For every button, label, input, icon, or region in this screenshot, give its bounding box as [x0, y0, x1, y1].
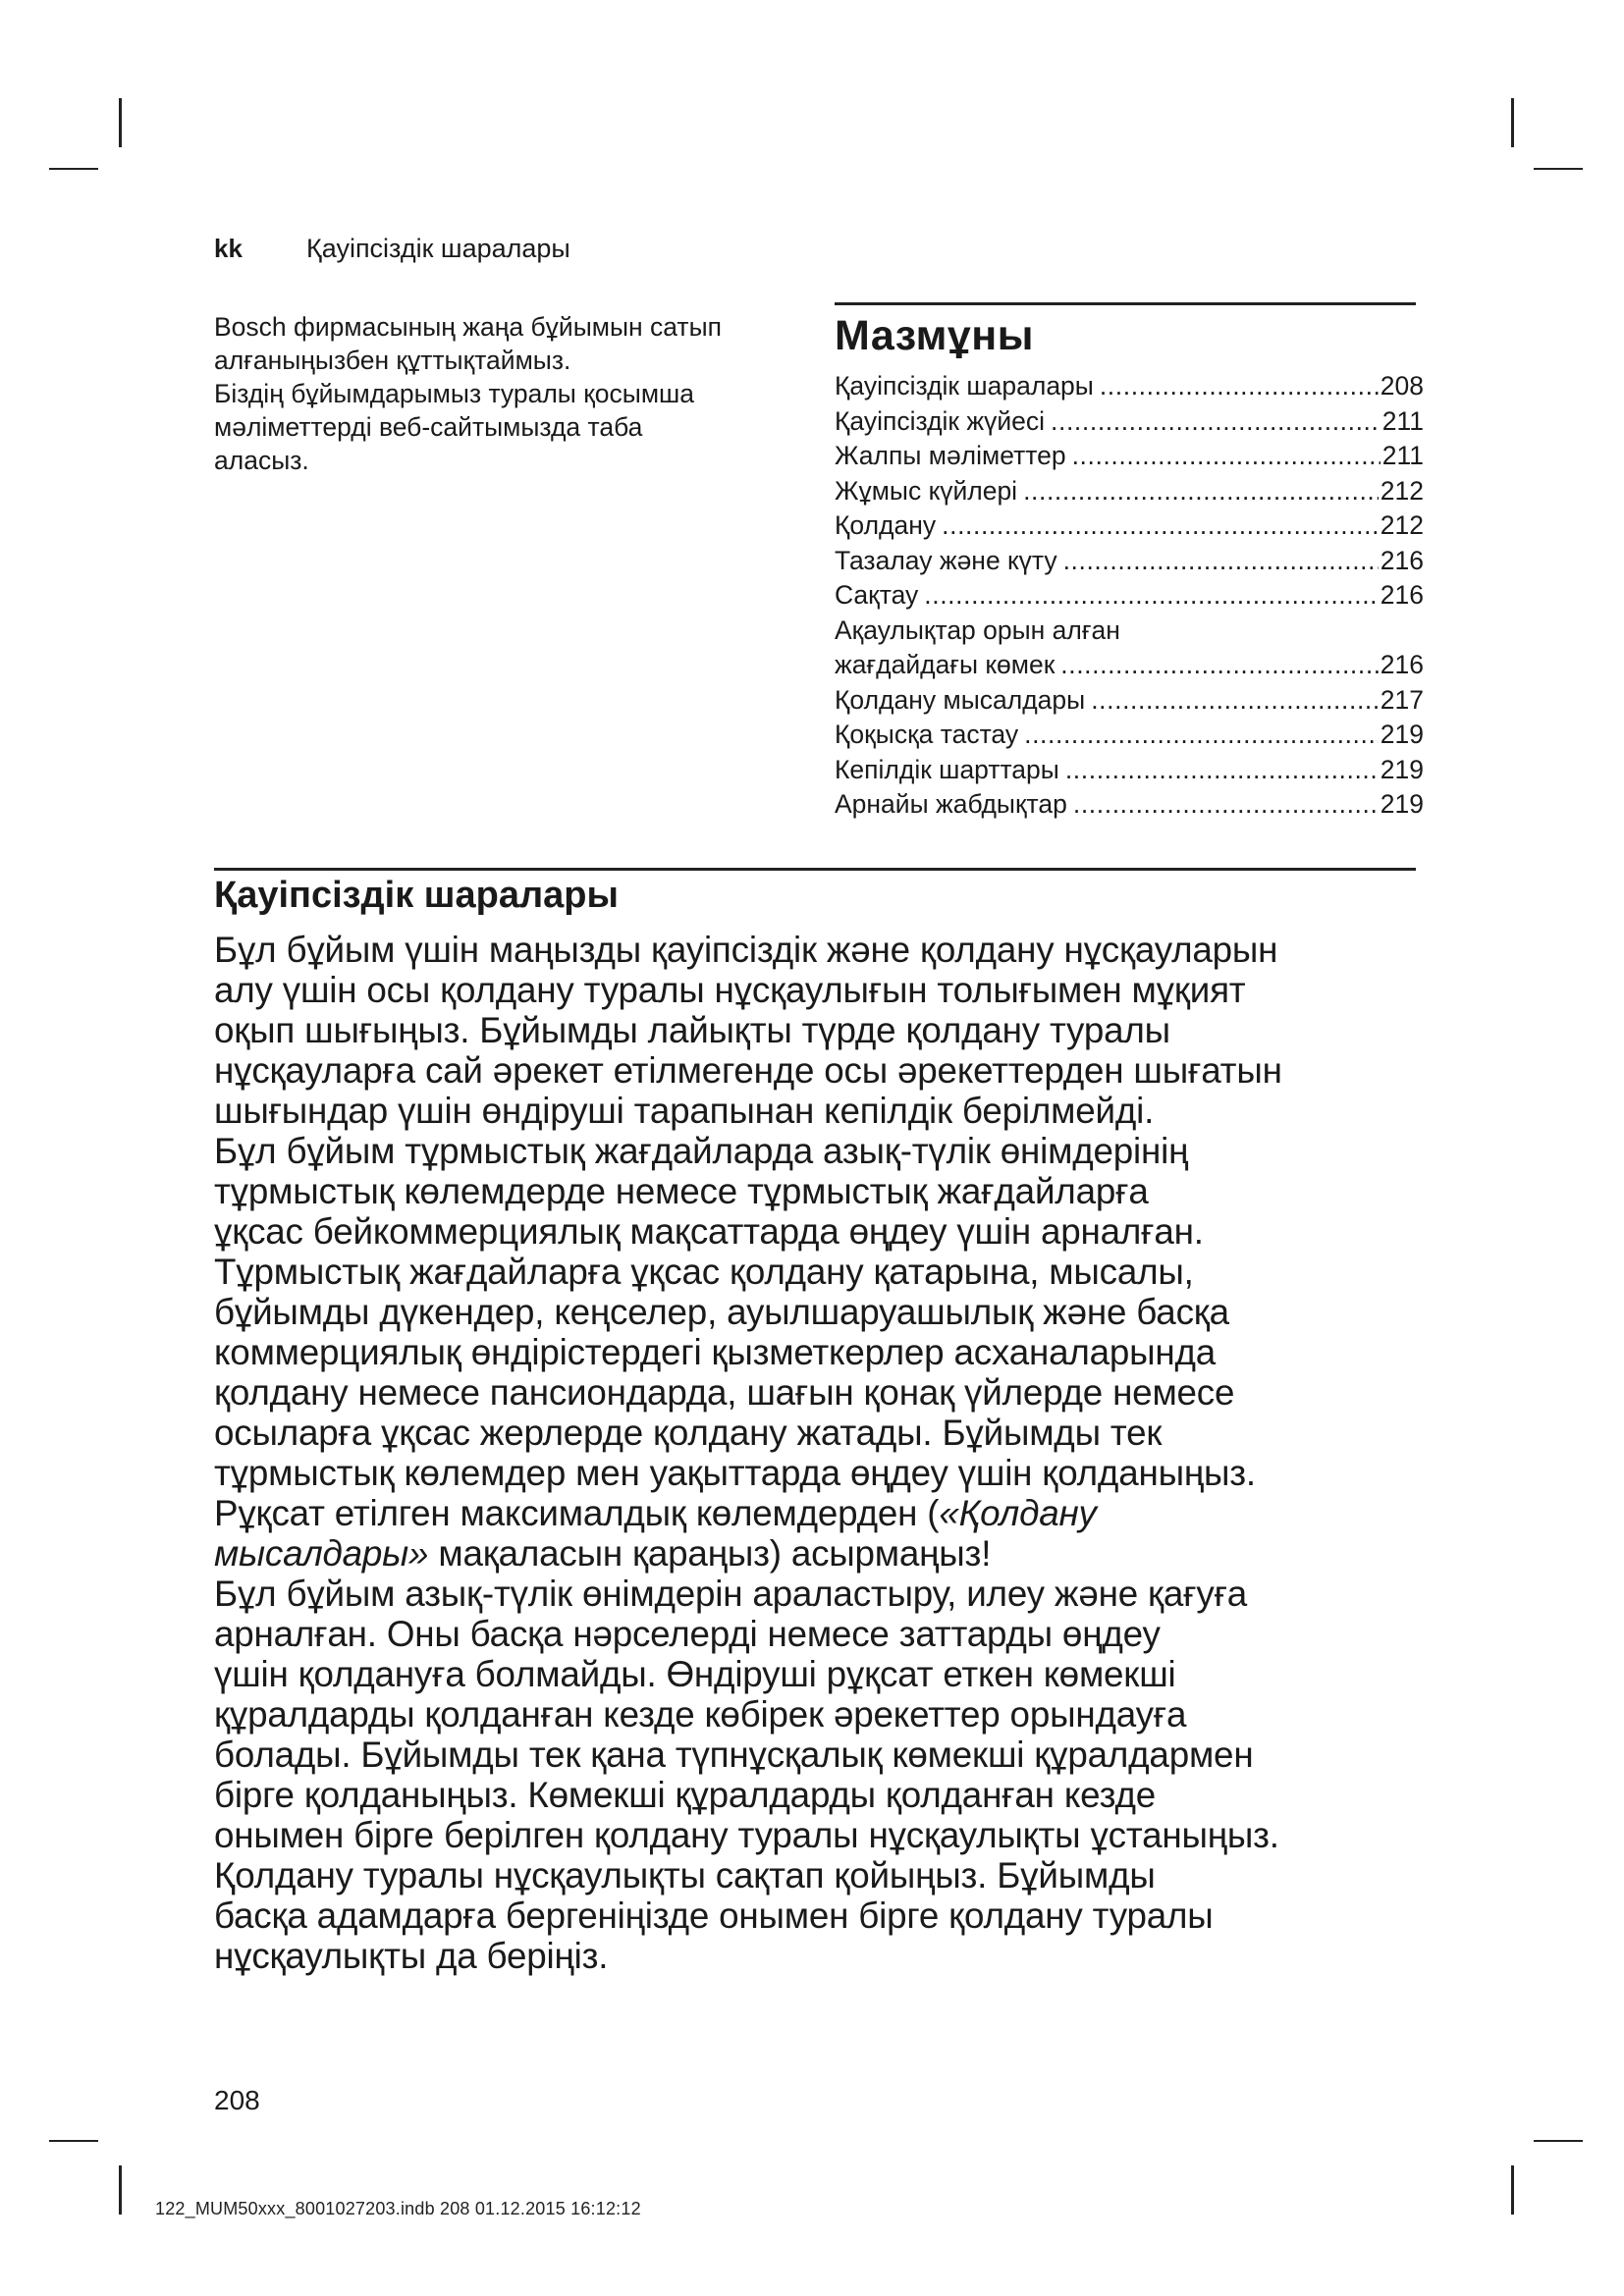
- crop-mark: [119, 98, 122, 147]
- cross-reference[interactable]: «Қолдану: [939, 1493, 1097, 1533]
- toc-leader: [1100, 369, 1379, 404]
- crop-mark: [119, 2165, 122, 2215]
- body-line: нұсқаулықты да беріңіз.: [214, 1936, 609, 1976]
- toc-entry-label: Қоқысқа тастау: [835, 720, 1019, 749]
- toc-entry-multiline[interactable]: [835, 614, 1424, 683]
- toc-leader: [1091, 683, 1379, 719]
- toc-leader: [1024, 718, 1379, 753]
- toc-entry-label: Арнайы жабдықтар: [835, 789, 1067, 819]
- body-line-mixed: [214, 1533, 1422, 1574]
- toc-entry-page: 208: [1380, 371, 1424, 400]
- toc-entry-label: Қауіпсіздік жүйесі: [835, 405, 1046, 436]
- toc-entry[interactable]: [835, 439, 1424, 474]
- toc-leader: [924, 578, 1378, 614]
- intro-paragraph: [214, 310, 823, 477]
- toc-entry-label: Тазалау және күту: [835, 545, 1057, 575]
- table-of-contents: [835, 369, 1424, 823]
- toc-leader: [1073, 787, 1379, 823]
- body-line-mixed: [214, 1493, 1422, 1533]
- toc-entry[interactable]: [835, 508, 1424, 544]
- toc-entry-page: 211: [1381, 441, 1424, 470]
- body-line: құралдарды қолданған кезде көбірек әрекеттер орындауға: [214, 1694, 1187, 1735]
- toc-leader: [1065, 753, 1379, 788]
- body-line: оқып шығыңыз. Бұйымды лайықты түрде қолдану туралы: [214, 1010, 1170, 1050]
- toc-entry-label: Жұмыс күйлері: [835, 475, 1018, 506]
- crop-mark: [49, 2140, 98, 2142]
- body-line: Тұрмыстық жағдайларға ұқсас қолдану қатарына, мысалы,: [214, 1252, 1194, 1292]
- body-line: басқа адамдарға бергеніңізде онымен бірге қолдану туралы: [214, 1896, 1214, 1936]
- toc-entry[interactable]: [835, 474, 1424, 509]
- toc-entry[interactable]: [835, 787, 1424, 823]
- section-body: [214, 930, 1422, 1976]
- body-line: шығындар үшін өндіруші тарапынан кепілдік берілмейді.: [214, 1091, 1155, 1131]
- body-line: арналған. Оны басқа нәрселерді немесе заттарды өңдеу: [214, 1614, 1161, 1654]
- toc-entry-label: Қауіпсіздік шаралары: [835, 371, 1094, 400]
- toc-entry-page: 212: [1380, 510, 1424, 540]
- body-line: онымен бірге берілген қолдану туралы нұсқаулықты ұстаныңыз.: [214, 1815, 1279, 1855]
- body-line: нұсқауларға сай әрекет етілмегенде осы әрекеттерден шығатын: [214, 1050, 1282, 1091]
- toc-entry-page: 216: [1380, 545, 1424, 575]
- intro-line: алғаныңызбен құттықтаймыз.: [214, 346, 571, 375]
- toc-entry[interactable]: [835, 544, 1424, 579]
- language-code: kk: [214, 234, 243, 263]
- cross-reference[interactable]: мысалдары»: [214, 1533, 429, 1574]
- crop-mark: [1534, 2140, 1583, 2142]
- toc-entry-page: 219: [1380, 789, 1424, 819]
- toc-leader: [1051, 404, 1380, 440]
- toc-leader: [942, 508, 1379, 544]
- toc-entry-page: 211: [1381, 405, 1424, 436]
- toc-entry-label: Жалпы мәліметтер: [835, 441, 1066, 470]
- intro-line: Біздің бұйымдарымыз туралы қосымша: [214, 379, 695, 408]
- toc-entry-label: Қолдану: [835, 510, 937, 540]
- toc-entry-page: 217: [1380, 684, 1424, 715]
- toc-title: Мазмұны: [835, 312, 1035, 359]
- toc-leader: [1060, 648, 1378, 683]
- body-line: Бұл бұйым азық-түлік өнімдерін араластыру, илеу және қағуға: [214, 1574, 1248, 1614]
- body-line: бірге қолданыңыз. Көмекші құралдарды қолданған кезде: [214, 1775, 1156, 1815]
- crop-mark: [1511, 98, 1514, 147]
- toc-entry-label-line1: Ақаулықтар орын алған: [835, 614, 1120, 645]
- toc-entry-label: жағдайдағы көмек: [835, 650, 1056, 679]
- toc-entry-label: Қолдану мысалдары: [835, 684, 1086, 715]
- intro-line: аласыз.: [214, 446, 309, 475]
- body-text-run: Рұқсат етілген максималдық көлемдерден (: [214, 1493, 940, 1533]
- toc-entry-label: Кепілдік шарттары: [835, 754, 1059, 784]
- body-line: Бұл бұйым үшін маңызды қауіпсіздік және қолдану нұсқауларын: [214, 930, 1278, 970]
- body-line: тұрмыстық көлемдер мен уақыттарда өңдеу үшін қолданыңыз.: [214, 1453, 1256, 1493]
- body-line: қолдану немесе пансиондарда, шағын қонақ үйлерде немесе: [214, 1372, 1235, 1413]
- section-title: Қауіпсіздік шаралары: [214, 875, 619, 916]
- toc-entry-page: 212: [1380, 475, 1424, 506]
- body-line: үшін қолдануға болмайды. Өндіруші рұқсат еткен көмекші: [214, 1654, 1176, 1694]
- body-line: тұрмыстық көлемдерде немесе тұрмыстық жағдайларға: [214, 1171, 1149, 1211]
- print-slug: 122_MUM50xxx_8001027203.indb 208 01.12.2015 16:12:12: [155, 2199, 641, 2218]
- section-divider: [214, 868, 1416, 871]
- crop-mark: [1534, 168, 1583, 170]
- toc-leader: [1023, 474, 1379, 509]
- body-line: коммерциялық өндірістердегі қызметкерлер асханаларында: [214, 1332, 1217, 1372]
- toc-leader: [1063, 544, 1379, 579]
- toc-entry[interactable]: [835, 753, 1424, 788]
- body-line: болады. Бұйымды тек қана түпнұсқалық көмекші құралдармен: [214, 1735, 1254, 1775]
- body-text-run: мақаласын қараңыз) асырмаңыз!: [428, 1533, 992, 1574]
- body-line: Қолдану туралы нұсқаулықты сақтап қойыңыз. Бұйымды: [214, 1855, 1156, 1896]
- toc-entry[interactable]: [835, 369, 1424, 404]
- running-header-title: Қауіпсіздік шаралары: [306, 234, 570, 263]
- toc-entry[interactable]: [835, 718, 1424, 753]
- page-number: 208: [214, 2085, 260, 2115]
- body-line: Бұл бұйым тұрмыстық жағдайларда азық-түлік өнімдерінің: [214, 1131, 1189, 1171]
- toc-entry-page: 219: [1380, 754, 1424, 784]
- crop-mark: [1511, 2165, 1514, 2215]
- toc-entry[interactable]: [835, 683, 1424, 719]
- toc-entry-label: Сақтау: [835, 580, 919, 610]
- toc-entry-page: 219: [1380, 720, 1424, 749]
- body-line: бұйымды дүкендер, кеңселер, ауылшаруашылық және басқа: [214, 1292, 1229, 1332]
- toc-divider: [835, 302, 1416, 305]
- intro-line: Bosch фирмасының жаңа бұйымын сатып: [214, 312, 722, 342]
- toc-entry-page: 216: [1380, 580, 1424, 610]
- intro-line: мәліметтерді веб-сайтымызда таба: [214, 412, 643, 442]
- body-line: алу үшін осы қолдану туралы нұсқаулығын толығымен мұқият: [214, 970, 1246, 1010]
- crop-mark: [49, 168, 98, 170]
- toc-leader: [1072, 439, 1380, 474]
- toc-entry-page: 216: [1380, 650, 1424, 679]
- toc-entry[interactable]: [835, 404, 1424, 440]
- body-line: ұқсас бейкоммерциялық мақсаттарда өңдеу үшін арналған.: [214, 1211, 1204, 1252]
- toc-entry[interactable]: [835, 578, 1424, 614]
- body-line: осыларға ұқсас жерлерде қолдану жатады. Бұйымды тек: [214, 1413, 1163, 1453]
